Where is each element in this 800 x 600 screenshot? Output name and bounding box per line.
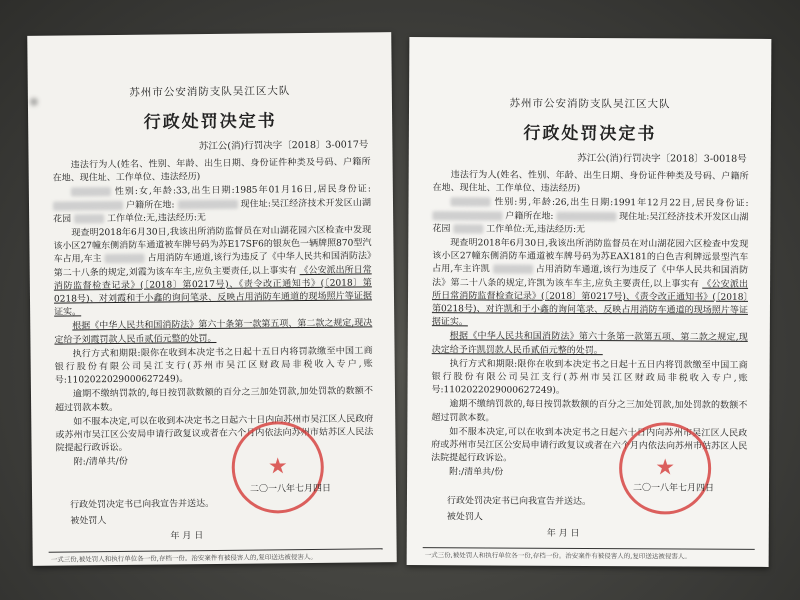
redacted-id bbox=[53, 201, 123, 211]
redacted-address bbox=[177, 199, 237, 209]
issuing-unit: 苏州市公安消防支队吴江区大队 bbox=[509, 97, 671, 111]
redacted-unit bbox=[453, 224, 483, 233]
redacted-address bbox=[556, 211, 616, 220]
offender-details: 性别:女,年龄:33,出生日期:1985年01月16日,居民身份证: 户籍所在地: 现住址:吴江经济技术开发区山湖花园 工作单位:无,违法经历:无 bbox=[53, 184, 372, 225]
redacted-id bbox=[432, 211, 502, 220]
appeal-rights: 如不服本决定,可以在收到本决定书之日起六十日内向苏州市吴江区人民政府或苏州市吴江区公安局申请行政复议或者在六个月内依法向苏州市姑苏区人民法院提起行政诉讼。 bbox=[431, 427, 748, 464]
official-seal bbox=[231, 421, 324, 514]
seal-star-icon: ★ bbox=[267, 454, 288, 480]
document-number: 苏江公(消)行罚决字〔2018〕3-0018号 bbox=[577, 152, 747, 165]
redacted-unit bbox=[74, 214, 104, 223]
redacted-name bbox=[450, 198, 490, 207]
document-number: 苏江公(消)行罚决字〔2018〕3-0017号 bbox=[198, 139, 369, 153]
acknowledgement-block: 行政处罚决定书已向我宣告并送达。 被处罚人 年 月 日 bbox=[446, 496, 591, 539]
footer-note: 一式三份,被处罚人和执行单位各一份,存档一份。治安案件有被侵害人的,复印送达被侵害人。 bbox=[424, 551, 691, 561]
offender-details: 性别:男,年龄:26,出生日期:1991年12月22日,居民身份证: 户籍所在地: 现住址:吴江经济技术开发区山湖花园 工作单位:无,违法经历:无 bbox=[432, 197, 749, 235]
acknowledgement-block: 行政处罚决定书已向我宣告并送达。 被处罚人 年 月 日 bbox=[70, 498, 215, 542]
decision-document-left bbox=[27, 32, 397, 566]
redacted-owner bbox=[493, 265, 533, 274]
official-seal bbox=[619, 422, 711, 514]
issue-date: 二〇一八年七月四日 bbox=[249, 483, 332, 495]
attachment-note: 附:/清单共/份 bbox=[73, 457, 128, 468]
issuing-unit: 苏州市公安消防支队吴江区大队 bbox=[129, 85, 291, 99]
footer-note: 一式三份,被处罚人和执行单位各一份,存档一份。治安案件有被侵害人的,复印送达被侵害人。 bbox=[50, 552, 317, 564]
offender-intro: 违法行为人(姓名、性别、年龄、出生日期、身份证件种类及号码、户籍所在地、现住址、工作单位、违法经历) bbox=[432, 170, 749, 195]
smudge-mark bbox=[30, 98, 38, 106]
redacted-name bbox=[71, 187, 111, 196]
issue-date: 二〇一八年七月四日 bbox=[632, 483, 715, 494]
document-body bbox=[29, 156, 396, 470]
document-title: 行政处罚决定书 bbox=[523, 123, 657, 145]
redacted-owner bbox=[104, 254, 144, 263]
penalty-basis: 根据《中华人民共和国消防法》第六十条第一款第五项、第二款之规定,现决定给予刘霞罚款人民币贰佰元整的处罚。 bbox=[54, 318, 373, 346]
late-penalty: 逾期不缴纳罚款的,每日按罚款数额的百分之三加处罚款,加处罚款的数额不超过罚款本数。 bbox=[55, 386, 374, 414]
penalty-basis: 根据《中华人民共和国消防法》第六十条第一款第五项、第二款之规定,现决定给予许凯罚款人民币贰佰元整的处罚。 bbox=[431, 331, 748, 356]
late-penalty: 逾期不缴纳罚款的,每日按罚款数额的百分之三加处罚款,加处罚款的数额不超过罚款本数。 bbox=[431, 399, 748, 424]
payment-terms: 执行方式和期限:限你在收到本决定书之日起十五日内将罚款缴至中国工商银行股份有限公司吴江支行(苏州市吴江区财政局非税收入专户,账号:1102022029000627249)。 bbox=[431, 359, 748, 397]
document-body bbox=[407, 169, 771, 482]
decision-document-right bbox=[407, 37, 772, 567]
facts-paragraph: 现查明2018年6月30日,我该出所消防监督员在对山湖花园六区检查中发现该小区27幢东侧消防车通道被车牌号码为苏EAX181的白色吉利牌远景型汽车占用,车主许凯 占用消防车通道,该行为违反了《中华人民共和国消防法》第二十八条的规定,许凯为该车车主,应负主要责任,以上事实有 《公安派出所日常消防监督检查记录》(〔2018〕第0217号)、《责令改正通知书》(〔2018〕第0218号)、对许凯和于小鑫的询问笔录、反映占用消防车通道的现场照片等证据证实。 bbox=[431, 238, 749, 328]
appeal-rights: 如不服本决定,可以在收到本决定书之日起六十日内向苏州市吴江区人民政府或苏州市吴江区公安局申请行政复议或者在六个月内依法向苏州市姑苏区人民法院提起行政诉讼。 bbox=[55, 414, 374, 454]
offender-intro: 违法行为人(姓名、性别、年龄、出生日期、身份证件种类及号码、户籍所在地、现住址、工作单位、违法经历) bbox=[52, 157, 371, 184]
facts-paragraph: 现查明2018年6月30日,我该出所消防监督员在对山湖花园六区检查中发现该小区27幢东侧消防车通道被车牌号码为苏E17SF6的银灰色一辆牌照870型汽车占用,车主 占用消防车通道,该行为违反了《中华人民共和国消防法》第二十八条的规定,刘霞为该车车主,应负主要责任,以上事实有 《公安派出所日常消防监督检查记录》(〔2018〕第0217号)、《责令改正通知书》(〔2018〕第0218号)、对刘霞和于小鑫的询问笔录、反映占用消防车通道的现场照片等证据证实。 bbox=[53, 225, 373, 318]
seal-star-icon: ★ bbox=[655, 455, 676, 481]
payment-terms: 执行方式和期限:限你在收到本决定书之日起十五日内将罚款缴至中国工商银行股份有限公司吴江支行(苏州市吴江区财政局非税收入专户,账号:1102022029000627249)。 bbox=[54, 346, 373, 386]
document-title: 行政处罚决定书 bbox=[143, 111, 277, 133]
attachment-note: 附:/清单共/份 bbox=[449, 467, 504, 479]
